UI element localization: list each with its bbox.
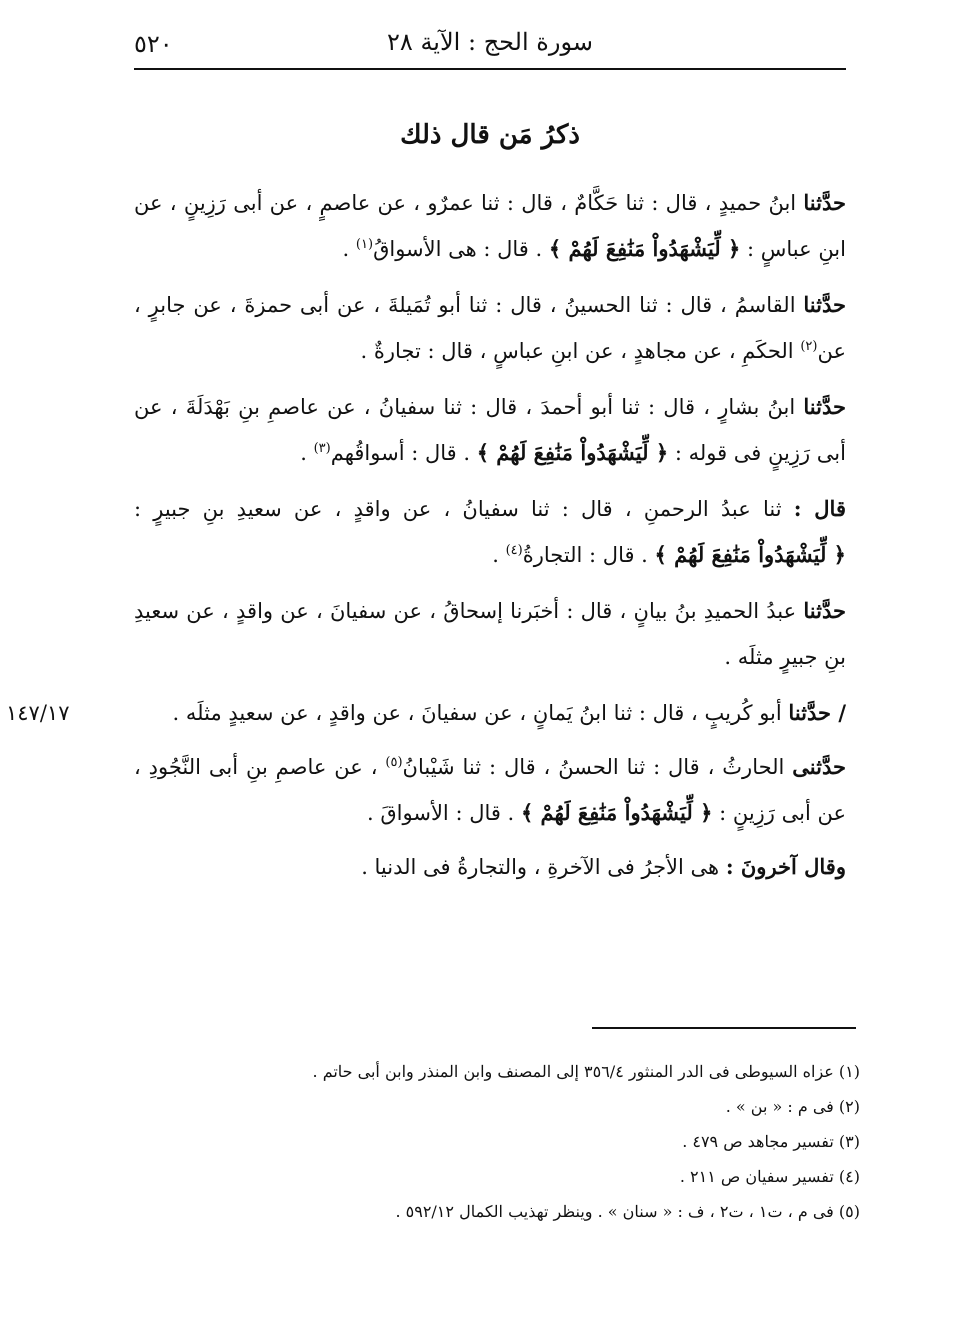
quran-verse: ﴿ لِّيَشْهَدُواْ مَنَٰفِعَ لَهُمْ ﴾: [654, 542, 846, 567]
footnote-ref: (٢): [800, 339, 818, 354]
running-head: [134, 24, 846, 64]
narration-text: عبدُ الحميدِ بنُ بيانٍ ، قال : أخبَرنا إسحاقُ ، عن سفيانَ ، عن واقدٍ ، عن سعيدِ بنِ جبيرٍ مثلَه .: [134, 599, 846, 669]
narration-text: ابنُ حميدٍ ، قال : ثنا حَكَّامٌ ، قال : ثنا عمرٌو ، عن عاصمٍ ، عن أبى رَزِينٍ ، عن ابنِ عباسٍ :: [134, 191, 846, 261]
narration-lead: / حدَّثنا: [788, 700, 846, 725]
narration-text: القاسمُ ، قال : ثنا الحسينُ ، قال : ثنا أبو تُمَيلةَ ، عن أبى حمزةَ ، عن جابرٍ ، عن: [134, 293, 846, 363]
narration-text: . قال : أسواقُهم: [330, 441, 470, 465]
narration-text: ثنا عبدُ الرحمنِ ، قال : ثنا سفيانُ ، عن واقدٍ ، عن سعيدِ بنِ جبيرٍ :: [134, 497, 782, 521]
header-divider: [134, 68, 846, 70]
hadith-paragraph-1: [134, 180, 846, 272]
narration-text: هى الأجرُ فى الآخرةِ ، والتجارةُ فى الدنيا .: [361, 855, 720, 879]
quran-verse: ﴿ لِّيَشْهَدُواْ مَنَٰفِعَ لَهُمْ ﴾: [520, 800, 713, 825]
quran-verse: ﴿ لِّيَشْهَدُواْ مَنَٰفِعَ لَهُمْ ﴾: [548, 236, 741, 261]
narration-lead: قال :: [793, 496, 846, 521]
hadith-paragraph-2: [134, 282, 846, 374]
narration-lead: وقال آخرونَ :: [725, 854, 846, 879]
narration-lead: حدَّثنا: [803, 598, 846, 623]
narration-text: .: [300, 441, 307, 465]
footnote-ref: (٥): [385, 755, 403, 770]
narration-lead: حدَّثنا: [803, 292, 846, 317]
hadith-paragraph-8: [134, 844, 846, 890]
narration-text: .: [492, 543, 499, 567]
footnotes: [134, 1054, 860, 1229]
narration-lead: حدَّثنى: [792, 754, 846, 779]
hadith-paragraph-7: [134, 744, 846, 836]
narration-text: الحارثُ ، قال : ثنا الحسنُ ، قال : ثنا شَيْبانُ: [402, 755, 785, 779]
footnote-ref: (١): [355, 237, 374, 252]
hadith-paragraph-3: [134, 384, 846, 476]
narration-text: . قال : التجارةُ: [522, 543, 648, 567]
page-number: ٥٢٠: [134, 30, 173, 58]
margin-page-reference: ١٤٧/١٧: [6, 701, 70, 725]
quran-verse: ﴿ لِّيَشْهَدُواْ مَنَٰفِعَ لَهُمْ ﴾: [476, 440, 669, 465]
narration-text: الحكَمِ ، عن مجاهدٍ ، عن ابنِ عباسٍ ، قال : تجارةٌ .: [360, 339, 794, 363]
footnote-4: (٤) تفسير سفيان ص ٢١١ .: [679, 1167, 860, 1186]
footnote-2: (٢) فى م : « بن » .: [725, 1097, 860, 1116]
footnote-3: (٣) تفسير مجاهد ص ٤٧٩ .: [682, 1132, 860, 1151]
footnote-ref: (٣): [313, 441, 331, 456]
section-heading: ذكرُ مَن قال ذلك: [400, 120, 580, 150]
footnote-1: (١) عزاه السيوطى فى الدر المنثور ٣٥٦/٤ إلى المصنف وابن المنذر وابن أبى حاتم .: [312, 1062, 860, 1081]
main-text: [6, 180, 846, 900]
footnote-divider: [592, 1027, 856, 1029]
narration-lead: حدَّثنا: [803, 394, 846, 419]
footnote-5: (٥) فى م ، ت١ ، ت٢ ، ف : « سنان » . وينظر تهذيب الكمال ٥٩٢/١٢ .: [395, 1202, 860, 1221]
surah-title: سورة الحج : الآية ٢٨: [387, 28, 593, 56]
narration-text: أبو كُريبٍ ، قال : ثنا ابنُ يَمانٍ ، عن سفيانَ ، عن واقدٍ ، عن سعيدٍ مثلَه .: [172, 701, 782, 725]
footnote-ref: (٤): [505, 543, 523, 558]
narration-text: ابنُ بشارٍ ، قال : ثنا أبو أحمدَ ، قال : ثنا سفيانُ ، عن عاصمِ بنِ بَهْدَلَةَ ، عن أبى رَزِينٍ فى قوله :: [134, 395, 846, 465]
hadith-paragraph-5: [134, 588, 846, 680]
narration-text: .: [342, 237, 350, 261]
narration-text: . قال : الأسواقَ .: [367, 801, 515, 825]
narration-lead: حدَّثنا: [803, 190, 846, 215]
hadith-paragraph-6: [6, 690, 846, 736]
narration-text: . قال : هى الأسواقُ: [373, 237, 543, 261]
narration-text: ، عن عاصمِ بنِ أبى النَّجُودِ ، عن أبى رَزِينٍ :: [134, 755, 846, 825]
hadith-paragraph-4: [134, 486, 846, 578]
